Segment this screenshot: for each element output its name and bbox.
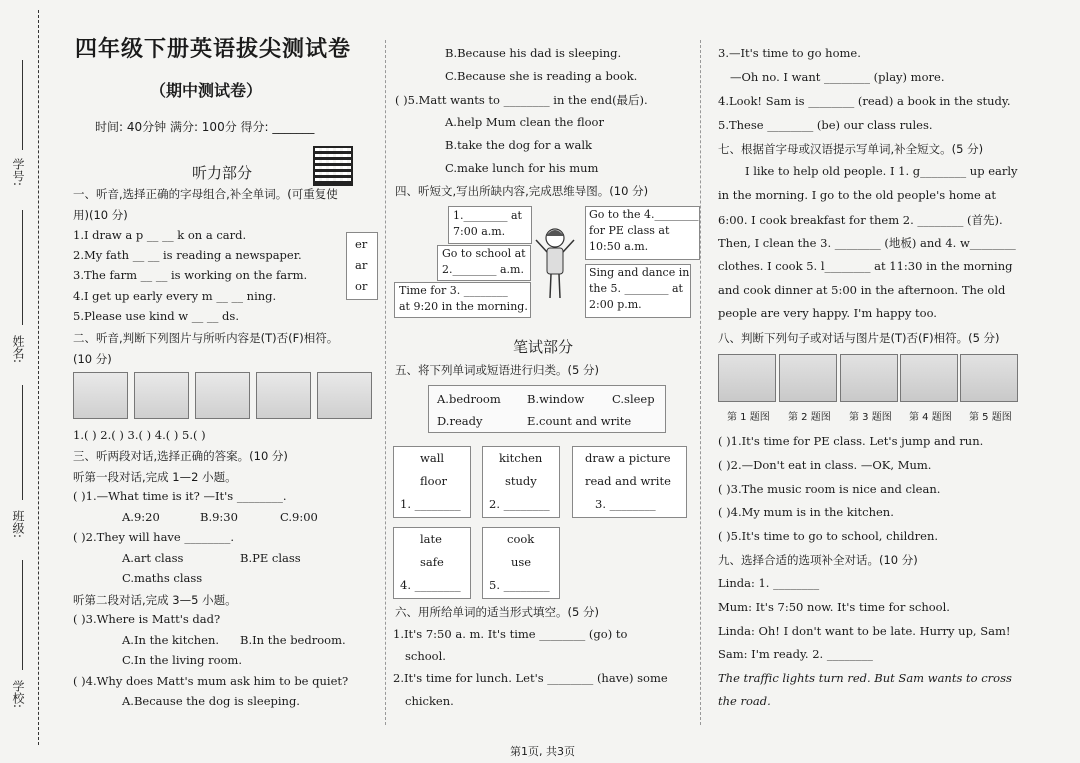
mind-map-text: for PE class at [589, 224, 670, 237]
name-line [22, 210, 23, 325]
student-id-label: 学号: [11, 158, 25, 187]
category-answer: 4. ________ [400, 578, 461, 592]
mind-map-box-2 [437, 245, 531, 281]
letter-option: er [355, 237, 368, 251]
q7-line: 6:00. I cook breakfast for them 2. ________ (首先). [718, 213, 1003, 227]
q2-picture-1 [73, 372, 128, 419]
q6-item: 2.It's time for lunch. Let's ________ (have) some [393, 671, 668, 685]
q7-line: and cook dinner at 5:00 in the afternoon. The old [718, 283, 1006, 297]
word-bank-box [428, 385, 666, 433]
category-box-5 [482, 527, 560, 599]
q3-option: A.art class [122, 551, 184, 565]
q8-item: ( )5.It's time to go to school, children. [718, 529, 939, 543]
q3-option: B.Because his dad is sleeping. [445, 46, 622, 60]
q1-item: 4.I get up early every m __ __ ning. [73, 289, 277, 303]
student-id-line [22, 60, 23, 150]
q3-item: ( )5.Matt wants to ________ in the end(最后). [395, 93, 648, 107]
name-label: 姓名: [11, 335, 25, 364]
page-footer: 第1页, 共3页 [510, 745, 575, 758]
mind-map-text: the 5. ________ at [589, 282, 683, 295]
page-title: 四年级下册英语拔尖测试卷 [75, 37, 352, 62]
category-box-3 [572, 446, 687, 518]
category-word: wall [420, 451, 445, 465]
q8-item: ( )3.The music room is nice and clean. [718, 482, 941, 496]
q3-item: ( )2.They will have ________. [73, 530, 235, 544]
q4-title: 四、听短文,写出所缺内容,完成思维导图。(10 分) [395, 184, 649, 198]
q2-answers: 1.( ) 2.( ) 3.( ) 4.( ) 5.( ) [73, 428, 206, 442]
q6-title: 六、用所给单词的适当形式填空。(5 分) [395, 605, 599, 619]
category-answer: 2. ________ [489, 497, 550, 511]
mind-map-text: 2.________ a.m. [442, 263, 524, 276]
q6-item: 3.—It's time to go home. [718, 46, 861, 60]
q3-option: C.maths class [122, 571, 203, 585]
q2-picture-3 [195, 372, 250, 419]
q1-item: 3.The farm __ __ is working on the farm. [73, 268, 308, 282]
category-answer: 3. ________ [595, 497, 656, 511]
q2-title: 二、听音,判断下列图片与所听内容是(T)否(F)相符。 [73, 331, 339, 345]
q8-title: 八、判断下列句子或对话与图片是(T)否(F)相符。(5 分) [718, 331, 1000, 345]
category-word: floor [420, 474, 448, 488]
column-divider [700, 40, 701, 725]
listening-section-title: 听力部分 [192, 164, 253, 182]
q3-item: ( )3.Where is Matt's dad? [73, 612, 221, 626]
q3-option: A.9:20 [122, 510, 160, 524]
picture-caption: 第 2 题图 [788, 412, 831, 423]
q7-line: in the morning. I go to the old people's home at [718, 188, 996, 202]
mind-map-text: Go to school at [442, 247, 526, 260]
mind-map-text: at 9:20 in the morning. [399, 300, 528, 313]
category-answer: 1. ________ [400, 497, 461, 511]
category-answer: 5. ________ [489, 578, 550, 592]
q3-option: C.In the living room. [122, 653, 242, 667]
q9-line: Mum: It's 7:50 now. It's time for school. [718, 600, 950, 614]
category-box-4 [393, 527, 471, 599]
q3-option: C.Because she is reading a book. [445, 69, 638, 83]
category-word: read and write [585, 474, 671, 488]
category-word: study [505, 474, 537, 488]
category-word: cook [507, 532, 535, 546]
q3-dialog2: 听第二段对话,完成 3—5 小题。 [73, 593, 237, 607]
q3-option: B.PE class [240, 551, 301, 565]
letter-options-box [346, 232, 378, 300]
q9-line: The traffic lights turn red. But Sam wants to cross [718, 671, 1012, 685]
school-line [22, 560, 23, 670]
letter-option: or [355, 279, 368, 293]
mind-map-text: Time for 3. ________ [399, 284, 508, 297]
q6-item: —Oh no. I want ________ (play) more. [730, 70, 945, 84]
picture-caption: 第 5 题图 [969, 412, 1012, 423]
q2-picture-2 [134, 372, 189, 419]
q8-item: ( )2.—Don't eat in class. —OK, Mum. [718, 458, 932, 472]
mind-map-box-1 [448, 206, 532, 244]
page-subtitle: （期中测试卷） [150, 81, 263, 100]
q3-option: C.make lunch for his mum [445, 161, 599, 175]
mind-map-box-5 [585, 264, 691, 318]
q1-title-cont: 用)(10 分) [73, 208, 128, 222]
q9-line: Linda: 1. ________ [718, 576, 820, 590]
class-label: 班级: [11, 510, 25, 539]
q3-option: A.In the kitchen. [122, 633, 220, 647]
q3-dialog1: 听第一段对话,完成 1—2 小题。 [73, 470, 237, 484]
q1-title: 一、听音,选择正确的字母组合,补全单词。(可重复使 [73, 187, 338, 201]
category-word: draw a picture [585, 451, 671, 465]
q8-picture-1 [718, 354, 776, 402]
qr-code-icon [313, 146, 353, 186]
category-box-1 [393, 446, 471, 518]
word-option: E.count and write [527, 414, 632, 428]
q6-item: school. [405, 649, 446, 663]
q9-line: the road. [718, 694, 771, 708]
category-word: kitchen [499, 451, 543, 465]
q1-item: 2.My fath __ __ is reading a newspaper. [73, 248, 302, 262]
word-option: C.sleep [612, 392, 655, 406]
word-option: D.ready [437, 414, 483, 428]
q3-option: A.help Mum clean the floor [445, 115, 604, 129]
q3-option: C.9:00 [280, 510, 318, 524]
word-option: A.bedroom [437, 392, 501, 406]
q1-item: 5.Please use kind w __ __ ds. [73, 309, 239, 323]
mind-map-text: Go to the 4.________ [589, 208, 699, 221]
q9-line: Linda: Oh! I don't want to be late. Hurry up, Sam! [718, 624, 1011, 638]
mind-map-text: Sing and dance in [589, 266, 690, 279]
q2-picture-5 [317, 372, 372, 419]
q8-item: ( )4.My mum is in the kitchen. [718, 505, 894, 519]
category-word: late [420, 532, 442, 546]
q8-picture-2 [779, 354, 837, 402]
mind-map-text: 1.________ at [453, 209, 522, 222]
q6-item: 4.Look! Sam is ________ (read) a book in the study. [718, 94, 1011, 108]
q9-title: 九、选择合适的选项补全对话。(10 分) [718, 553, 918, 567]
q6-item: chicken. [405, 694, 454, 708]
q3-item: ( )1.—What time is it? —It's ________. [73, 489, 287, 503]
class-line [22, 385, 23, 500]
mind-map-text: 10:50 a.m. [589, 240, 649, 253]
q3-title: 三、听两段对话,选择正确的答案。(10 分) [73, 449, 288, 463]
picture-caption: 第 3 题图 [849, 412, 892, 423]
q7-line: clothes. I cook 5. l________ at 11:30 in the morning [718, 259, 1013, 273]
q2-title-cont: (10 分) [73, 352, 112, 366]
school-label: 学校: [11, 680, 25, 709]
q3-option: B.In the bedroom. [240, 633, 346, 647]
q3-option: B.9:30 [200, 510, 238, 524]
mind-map-text: 2:00 p.m. [589, 298, 642, 311]
q8-picture-3 [840, 354, 898, 402]
mind-map-text: 7:00 a.m. [453, 225, 506, 238]
written-section-title: 笔试部分 [513, 338, 574, 356]
q3-option: B.take the dog for a walk [445, 138, 592, 152]
q8-picture-5 [960, 354, 1018, 402]
q7-title: 七、根据首字母或汉语提示写单词,补全短文。(5 分) [718, 142, 984, 156]
letter-option: ar [355, 258, 368, 272]
picture-caption: 第 1 题图 [727, 412, 770, 423]
q5-title: 五、将下列单词或短语进行归类。(5 分) [395, 363, 599, 377]
q8-picture-4 [900, 354, 958, 402]
mind-map-box-3 [394, 282, 531, 318]
category-word: safe [420, 555, 444, 569]
q7-line: people are very happy. I'm happy too. [718, 306, 937, 320]
girl-illustration [533, 224, 577, 304]
category-word: use [511, 555, 532, 569]
column-divider [385, 40, 386, 725]
q3-item: ( )4.Why does Matt's mum ask him to be quiet? [73, 674, 349, 688]
picture-caption: 第 4 题图 [909, 412, 952, 423]
binding-line [38, 10, 39, 745]
q7-line: Then, I clean the 3. ________ (地板) and 4. w________ [718, 236, 1016, 250]
q6-item: 1.It's 7:50 a. m. It's time ________ (go) to [393, 627, 628, 641]
mind-map-box-4 [585, 206, 700, 260]
q1-item: 1.I draw a p __ __ k on a card. [73, 228, 247, 242]
q2-picture-4 [256, 372, 311, 419]
exam-info: 时间: 40分钟 满分: 100分 得分: _______ [95, 120, 315, 134]
q3-option: A.Because the dog is sleeping. [122, 694, 300, 708]
q9-line: Sam: I'm ready. 2. ________ [718, 647, 873, 661]
q8-item: ( )1.It's time for PE class. Let's jump and run. [718, 434, 984, 448]
word-option: B.window [527, 392, 585, 406]
q7-line: I like to help old people. I 1. g________ up early [745, 164, 1018, 178]
q6-item: 5.These ________ (be) our class rules. [718, 118, 933, 132]
category-box-2 [482, 446, 560, 518]
